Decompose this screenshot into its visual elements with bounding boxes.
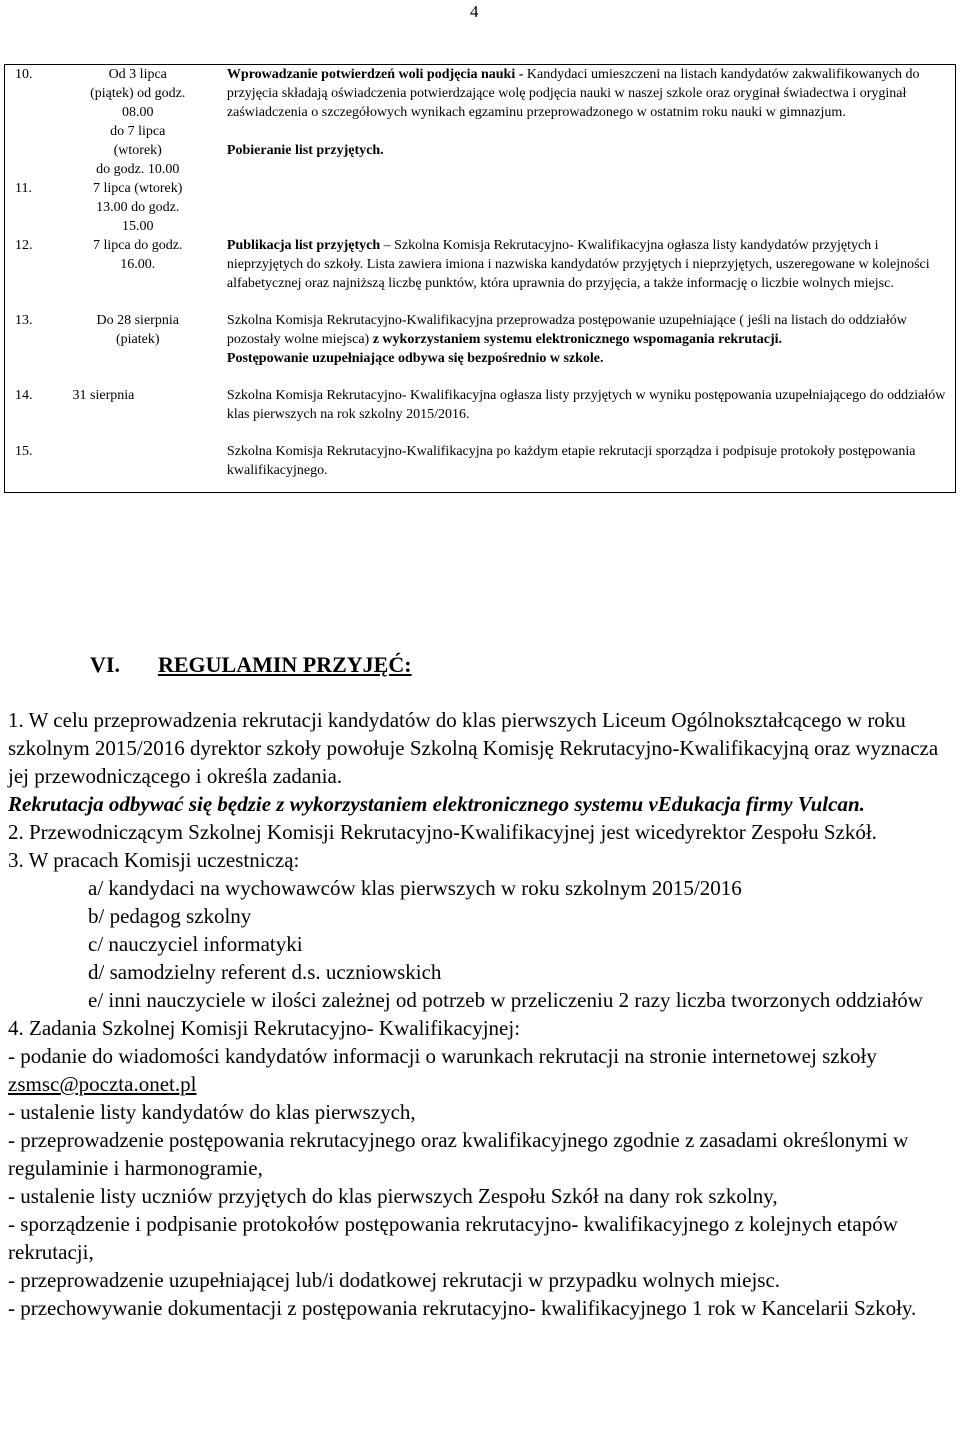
list-item: b/ pedagog szkolny: [88, 904, 252, 928]
paragraph-3: 3. W pracach Komisji uczestniczą:: [8, 848, 300, 872]
row-description: [215, 65, 956, 237]
row-description: [215, 386, 956, 442]
list-item: - ustalenie listy uczniów przyjętych do klas pierwszych Zespołu Szkół na dany rok szkolny,: [8, 1184, 778, 1208]
section-heading: [90, 652, 412, 678]
row-date: 31 sierpnia: [72, 388, 135, 403]
row-description-text: – Szkolna Komisja Rekrutacyjno- Kwalifikacyjna ogłasza listy kandydatów przyjętych i nieprzyjętych do szkoły. Lista zawiera imiona i nazwiska kandydatów przyjętych i nieprzyjętych, uszeregowane w kolejności alfabetycznej oraz najniższą liczbę punktów, która uprawnia do przyjęcia, a także informację o liczbie wolnych miejsc.: [226, 238, 930, 291]
row-description-bold-2: Postępowanie uzupełniające odbywa się bezpośrednio w szkole.: [226, 351, 604, 366]
list-item: d/ samodzielny referent d.s. uczniowskich: [88, 960, 442, 984]
row-description-bold-2: Pobieranie list przyjętych.: [226, 143, 384, 158]
list-item: - ustalenie listy kandydatów do klas pierwszych,: [8, 1100, 416, 1124]
email-link[interactable]: zsmsc@poczta.onet.pl: [8, 1072, 197, 1096]
row-description-text: Szkolna Komisja Rekrutacyjno-Kwalifikacyjna po każdym etapie rekrutacji sporządza i podpisuje protokoły postępowania kwalifikacyjnego.: [226, 444, 916, 478]
list-item: a/ kandydaci na wychowawców klas pierwszych w roku szkolnym 2015/2016: [88, 876, 742, 900]
row-description: [215, 442, 956, 493]
list-item: - przeprowadzenie uzupełniającej lub/i dodatkowej rekrutacji w przypadku wolnych miejsc.: [8, 1268, 781, 1292]
list-item: - przeprowadzenie postępowania rekrutacyjnego oraz kwalifikacyjnego zgodnie z zasadami określonymi w regulaminie i harmonogramie,: [8, 1128, 909, 1180]
table-row: [5, 65, 956, 237]
row-description: [215, 236, 956, 311]
row-number: 14.: [15, 388, 33, 403]
paragraph-1-emphasis: Rekrutacja odbywać się będzie z wykorzystaniem elektronicznego systemu vEdukacja firmy Vulcan.: [8, 792, 865, 816]
row-description-bold: Publikacja list przyjętych: [226, 238, 381, 253]
list-item-text: - podanie do wiadomości kandydatów informacji o warunkach rekrutacji na stronie internetowej szkoły: [8, 1044, 877, 1068]
regulamin-body: [8, 706, 952, 1322]
list-item: - przechowywanie dokumentacji z postępowania rekrutacyjno- kwalifikacyjnego 1 rok w Kancelarii Szkoły.: [8, 1296, 917, 1320]
row-date: [61, 442, 215, 493]
page-number: 4: [470, 2, 479, 21]
row-description-text: Kandydaci umieszczeni na listach kandydatów zakwalifikowanych do przyjęcia składają oświadczenia potwierdzające wolę podjęcia nauki w naszej szkole oraz oryginał świadectwa i oryginał zaświadczenia o szczegółowych wynikach egzaminu przeprowadzonego w ostatnim roku nauki w gimnazjum.: [226, 67, 920, 120]
table-row: [5, 386, 956, 442]
row-date: Do 28 sierpnia (piatek): [96, 313, 179, 347]
row-number: 12.: [15, 238, 33, 253]
list-item: - sporządzenie i podpisanie protokołów postępowania rekrutacyjno- kwalifikacyjnego z kolejnych etapów rekrutacji,: [8, 1212, 898, 1264]
row-number: 10. 11.: [15, 67, 33, 196]
section-number: VI.: [90, 652, 120, 677]
row-number: 13.: [15, 313, 33, 328]
table-row: [5, 236, 956, 311]
paragraph-4: 4. Zadania Szkolnej Komisji Rekrutacyjno- Kwalifikacyjnej:: [8, 1016, 521, 1040]
list-item: c/ nauczyciel informatyki: [88, 932, 303, 956]
row-description-bold: Wprowadzanie potwierdzeń woli podjęcia nauki -: [226, 67, 527, 82]
schedule-table: [4, 64, 956, 493]
list-item: [8, 1042, 952, 1098]
row-description-bold: z wykorzystaniem systemu elektronicznego wspomagania rekrutacji.: [372, 332, 783, 347]
table-row: [5, 311, 956, 386]
row-description-text: Szkolna Komisja Rekrutacyjno- Kwalifikacyjna ogłasza listy przyjętych w wyniku postępowania uzupełniającego do oddziałów klas pierwszych na rok szkolny 2015/2016.: [226, 388, 946, 422]
paragraph-1: 1. W celu przeprowadzenia rekrutacji kandydatów do klas pierwszych Liceum Ogólnokształcącego w roku szkolnym 2015/2016 dyrektor szkoły powołuje Szkolną Komisję Rekrutacyjno-Kwalifikacyjną oraz wyznacza jej przewodniczącego i określa zadania.: [8, 708, 939, 788]
list-item: e/ inni nauczyciele w ilości zależnej od potrzeb w przeliczeniu 2 razy liczba tworzonych oddziałów: [88, 988, 923, 1012]
row-date: Od 3 lipca (piątek) od godz. 08.00 do 7 lipca (wtorek) do godz. 10.00 7 lipca (wtorek) 13.00 do godz. 15.00: [90, 67, 186, 234]
row-description: [215, 311, 956, 386]
paragraph-2: 2. Przewodniczącym Szkolnej Komisji Rekrutacyjno-Kwalifikacyjnej jest wicedyrektor Zespołu Szkół.: [8, 820, 877, 844]
row-date: 7 lipca do godz. 16.00.: [93, 238, 183, 272]
row-description-text: Szkolna Komisja Rekrutacyjno-Kwalifikacyjna przeprowadza postępowanie uzupełniające ( jeśli na listach do oddziałów pozostały wolne miejsca): [226, 313, 907, 347]
row-number: 15.: [15, 444, 33, 459]
table-row: [5, 442, 956, 493]
section-title: REGULAMIN PRZYJĘĆ:: [157, 652, 412, 677]
